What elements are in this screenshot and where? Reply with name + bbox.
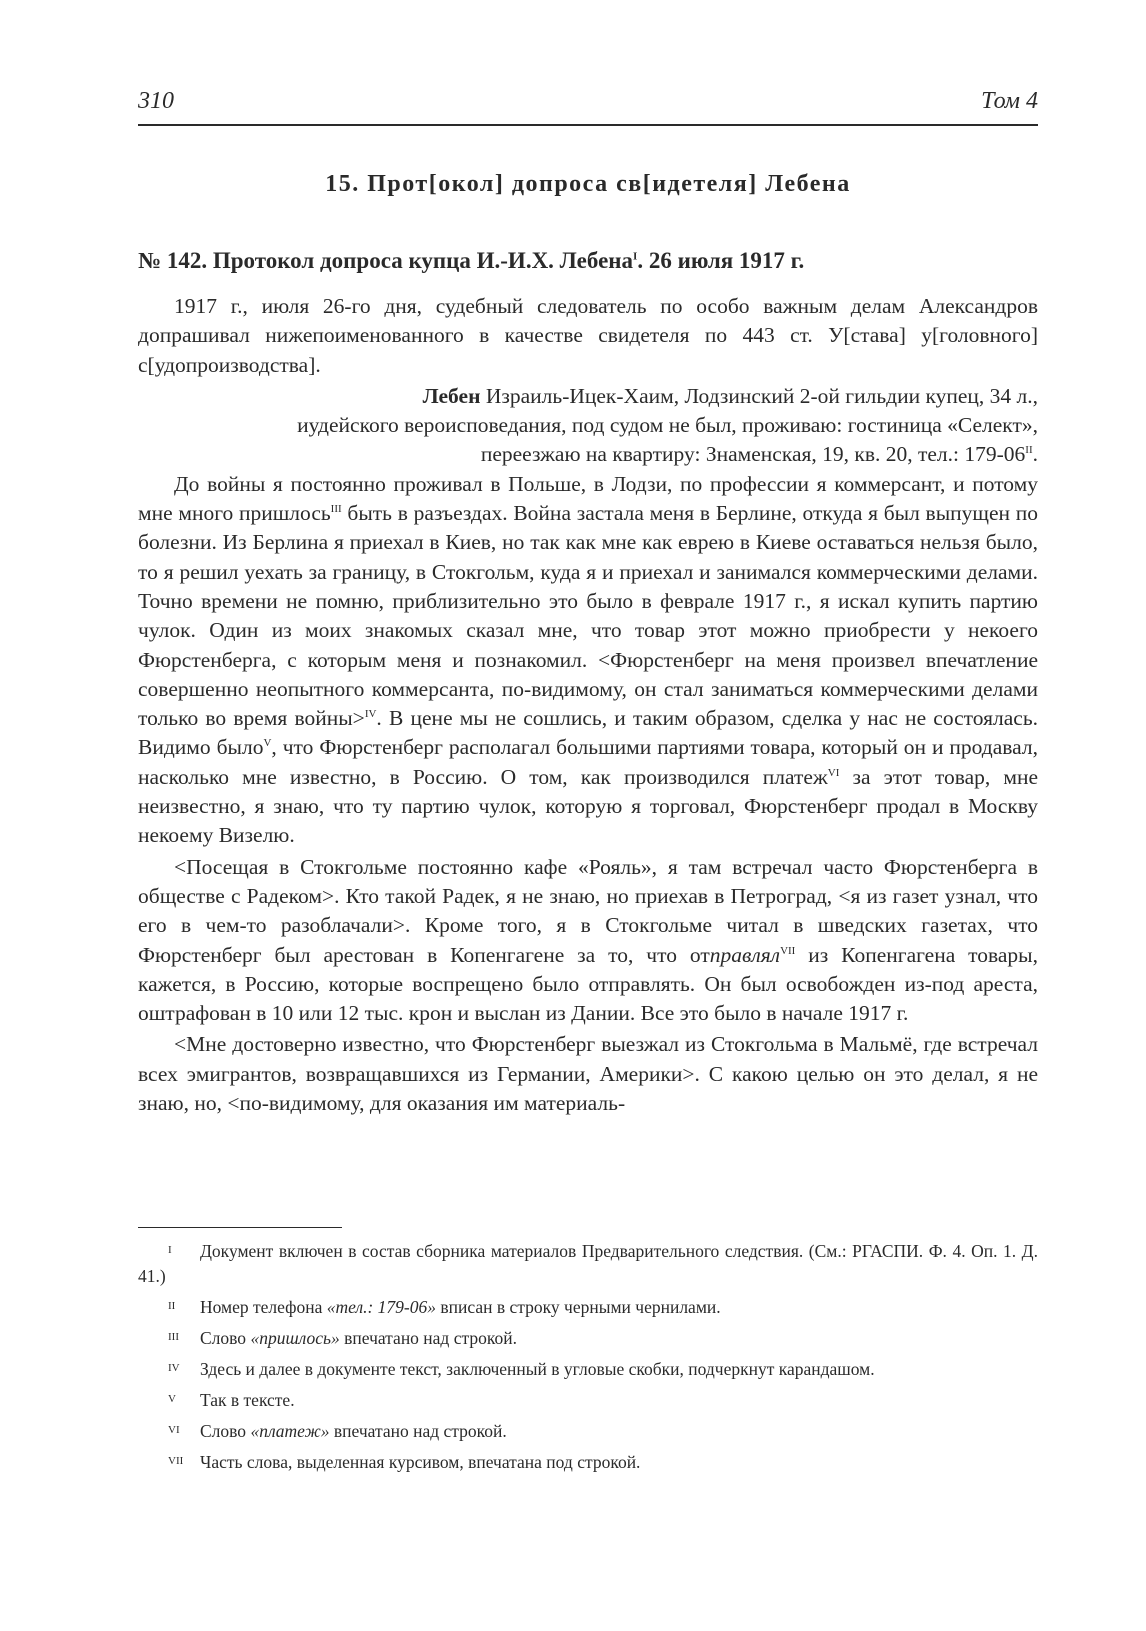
document-heading [138,246,1038,276]
footnote-5: V Так в тексте. [138,1387,1038,1413]
footnote-number: III [168,1331,179,1343]
intro-paragraph: 1917 г., июля 26-го дня, судебный следователь по особо важным делам Александров допрашивал нижепоименованного в качестве свидетеля по 443 ст. У[става] у[головного] с[удопроизводства]. [138,294,1038,377]
section-title: 15. Прот[окол] допроса св[идетеля] Лебена [325,171,851,197]
footnote-ref-5[interactable]: V [263,737,272,750]
document-heading-text: № 142. Протокол допроса купца И.-И.Х. Лебена [138,248,634,273]
footnote-2: II Номер телефона «тел.: 179-06» вписан в строку черными чернилами. [138,1294,1038,1320]
document-heading-date: . 26 июля 1917 г. [637,248,805,273]
footnote-ref-4[interactable]: IV [364,708,377,720]
footnote-number: VII [168,1455,184,1467]
footnotes [138,1238,1038,1480]
footnote-4: IV Здесь и далее в документе текст, заключенный в угловые скобки, подчеркнут карандашом. [138,1356,1038,1382]
page-number: 310 [138,88,174,114]
witness-line-2: иудейского вероисповедания, под судом не был, проживаю: гостиница «Селект», [297,413,1038,438]
testimony-paragraph-3: <Мне достоверно известно, что Фюрстенберг выезжал из Стокгольма в Мальмё, где встречал всех эмигрантов, возвращавшихся из Германии, Америки>. С какою целью он это делал, я не знаю, но, <по-видимому, для оказания им материаль- [138,1032,1038,1116]
volume-label: Том 4 [981,88,1038,114]
footnote-divider [138,1227,342,1228]
witness-name: Лебен [422,383,481,408]
footnote-number: IV [168,1362,180,1374]
witness-line-1: Лебен Израиль-Ицек-Хаим, Лодзинский 2-ой гильдии купец, 34 л., [422,383,1038,408]
footnote-ref-6[interactable]: VI [827,766,840,779]
witness-line-3: переезжаю на квартиру: Знаменская, 19, кв. 20, тел.: 179-06$^{II}$. [480,442,1038,467]
footnote-number: VI [168,1424,180,1436]
footnote-ref-1[interactable]: I [633,250,638,263]
footnote-1: I Документ включен в состав сборника материалов Предварительного следствия. (См.: РГАСПИ. Ф. 4. Оп. 1. Д. 41.) [138,1238,1038,1289]
footnote-ref-2[interactable]: II [1025,444,1033,457]
footnote-number: II [168,1300,176,1312]
running-head [138,86,1038,126]
footnote-ref-7[interactable]: VII [780,944,796,957]
footnote-ref-3[interactable]: III [330,502,342,515]
testimony-paragraph-1: До войны я постоянно проживал в Польше, в Лодзи, по профессии я коммерсант, и потому мне много пришлось$^{III}$ быть в разъездах. Война застала меня в Берлине, откуда я был выпущен по болезни. Из Берлина я приехал в Киев, но так как мне как еврею в Киеве оставаться нельзя было, то я решил уехать за границу, в Стокгольм, куда я и приехал и занимался коммерческими делами. Точно времени не помню, приблизительно это было в феврале 1917 г., я искал купить партию чулок. Один из моих знакомых сказал мне, что товар этот можно приобрести у некоего Фюрстенберга, с которым меня и познакомил. <Фюрстенберг на меня произвел впечатление совершенно неопытного коммерсанта, по-видимому, он стал заниматься коммерческими делами только во время войны>$^{IV}$. В цене мы не сошлись, и таким образом, сделка у нас не состоялась. Видимо было$^V$, что Фюрстенберг располагал большими партиями товара, который он и продавал, насколько мне известно, в Россию. О том, как производился платеж$^{VI}$ за этот товар, мне неизвестно, я знаю, что ту партию чулок, которую я торговал, Фюрстенберг продал в Москву некоему Визелю. [138,471,1039,848]
footnote-number: I [168,1244,172,1256]
footnote-number: V [168,1393,176,1405]
testimony-paragraph-2: <Посещая в Стокгольме постоянно кафе «Рояль», я там встречал часто Фюрстенберга в обществе с Радеком>. Кто такой Радек, я не знаю, но приехав в Петроград, <я из газет узнал, что его в чем-то разоблачали>. Кроме того, я в Стокгольме читал в шведских газетах, что Фюрстенберг был арестован в Копенгагене за то, что отправлял$^{VII}$ из Копенгагена товары, кажется, в Россию, которые воспрещено было отправлять. Он был освобожден из-под ареста, оштрафован в 10 или 12 тыс. крон и выслан из Дании. Все это было в начале 1917 г. [138,854,1039,1026]
italic-word-part: правлял [709,942,781,967]
footnote-3: III Слово «пришлось» впечатано над строкой. [138,1325,1038,1351]
footnote-6: VI Слово «платеж» впечатано над строкой. [138,1418,1038,1444]
footnote-7: VII Часть слова, выделенная курсивом, впечатана под строкой. [138,1449,1038,1475]
document-body [138,292,1038,1120]
